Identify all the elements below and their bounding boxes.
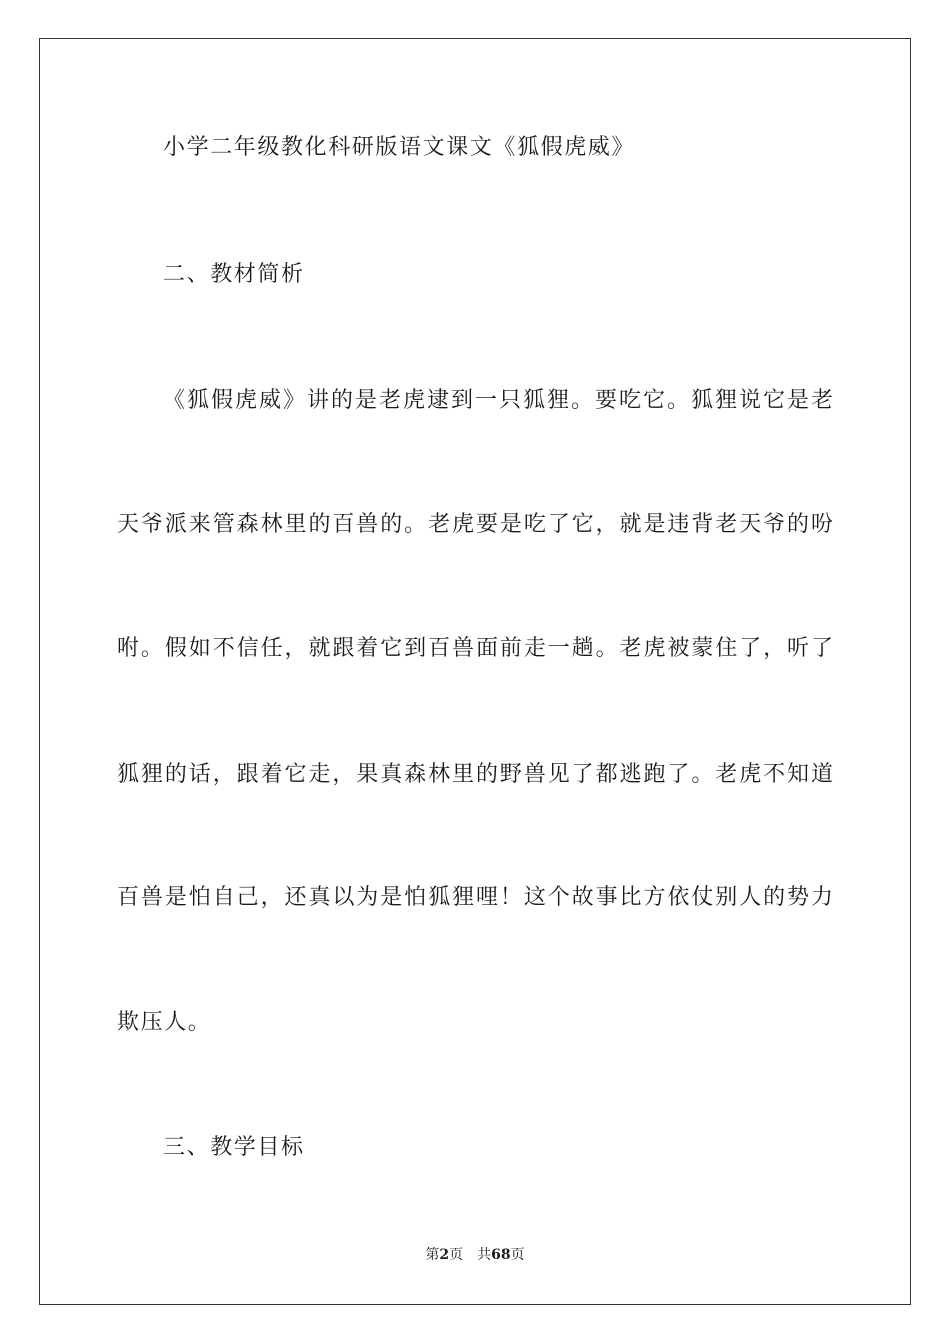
total-prefix: 共 [477,1247,492,1263]
paragraph-line: 欺压人。 [117,1010,212,1035]
paragraph-line: 天爷派来管森林里的百兽的。老虎要是吃了它，就是违背老天爷的吩 [117,512,833,537]
section-heading-textbook-analysis: 二、教材简析 [163,262,305,287]
page-suffix: 页 [449,1247,464,1263]
page-footer [0,1245,950,1265]
paragraph-line: 狐狸的话，跟着它走，果真森林里的野兽见了都逃跑了。老虎不知道 [117,762,833,787]
total-pages: 68 [491,1247,511,1263]
paragraph-line: 咐。假如不信任，就跟着它到百兽面前走一趟。老虎被蒙住了，听了 [117,636,833,661]
paragraph-line: 百兽是怕自己，还真以为是怕狐狸哩！这个故事比方依仗别人的势力 [117,885,833,910]
paragraph-line: 《狐假虎威》讲的是老虎逮到一只狐狸。要吃它。狐狸说它是老 [163,388,833,413]
page-border [39,38,911,1305]
section-heading-teaching-goals: 三、教学目标 [163,1135,305,1160]
document-title-line: 小学二年级教化科研版语文课文《狐假虎威》 [163,135,636,160]
total-suffix: 页 [510,1247,525,1263]
page-number: 2 [439,1247,450,1263]
page-prefix: 第 [425,1247,440,1263]
